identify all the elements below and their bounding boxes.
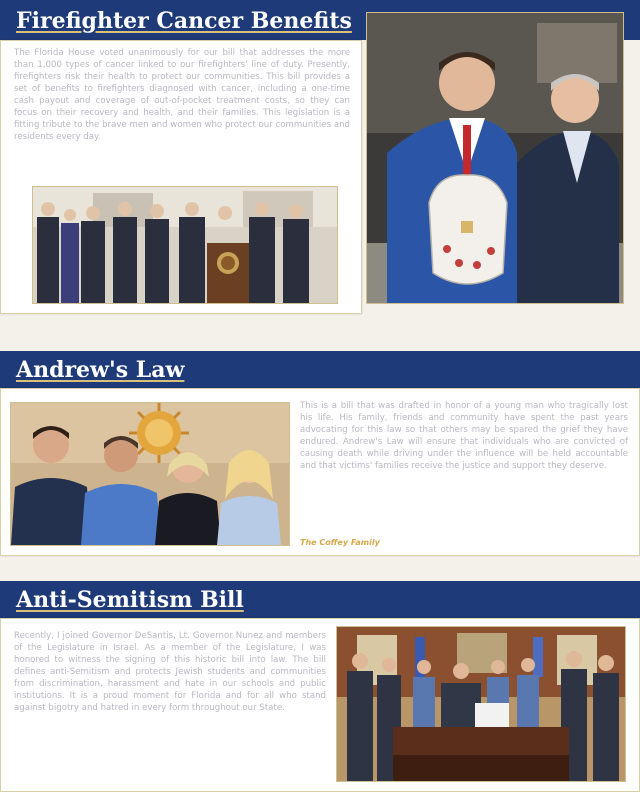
firefighter-helmet-photo — [366, 12, 624, 304]
anti-semitism-body-text: Recently, I joined Governor DeSantis, Lt. Governor Nunez and members of the Legislature in Israel. As a member of the Legislature, I was honored to witness the signing of this historic bill into law. The bill defines anti-Semitism and protects Jewish students and communities from discrimination, harassment and hate in our schools and public institutions. It is a proud moment for Florida and for all who stand against bigotry and hatred in every form throughout our State. — [14, 631, 326, 713]
coffey-family-photo — [10, 402, 290, 546]
bill-signing-photo — [336, 626, 626, 782]
andrews-law-body-text: This is a bill that was drafted in honor of a young man who tragically lost his life. His family, friends and community have spent the past years advocating for this law so that others may be spared the grief they have endured. Andrew's Law will ensure that individuals who are convicted of causing death while driving under the influence will be held accountable and that victims' families receive the justice and support they deserve. — [300, 401, 628, 471]
section-title-anti-semitism: Anti-Semitism Bill — [16, 587, 244, 613]
section-title-firefighter: Firefighter Cancer Benefits — [16, 8, 352, 34]
press-conference-photo — [32, 186, 338, 304]
firefighter-body-text: The Florida House voted unanimously for our bill that addresses the more than 1,000 types of cancer linked to our firefighters' line of duty. Presently, firefighters risk their health to protect our communities. This bill provides a set of benefits to firefighters diagnosed with cancer, including a one-time cash payout and coverage of out-of-pocket treatment costs, so they can focus on their recovery and health, and their families. This legislation is a fitting tribute to the brave men and women who protect our communities and residents every day. — [14, 48, 350, 142]
coffey-family-caption: The Coffey Family — [300, 538, 380, 547]
section-title-andrews-law: Andrew's Law — [16, 357, 185, 383]
